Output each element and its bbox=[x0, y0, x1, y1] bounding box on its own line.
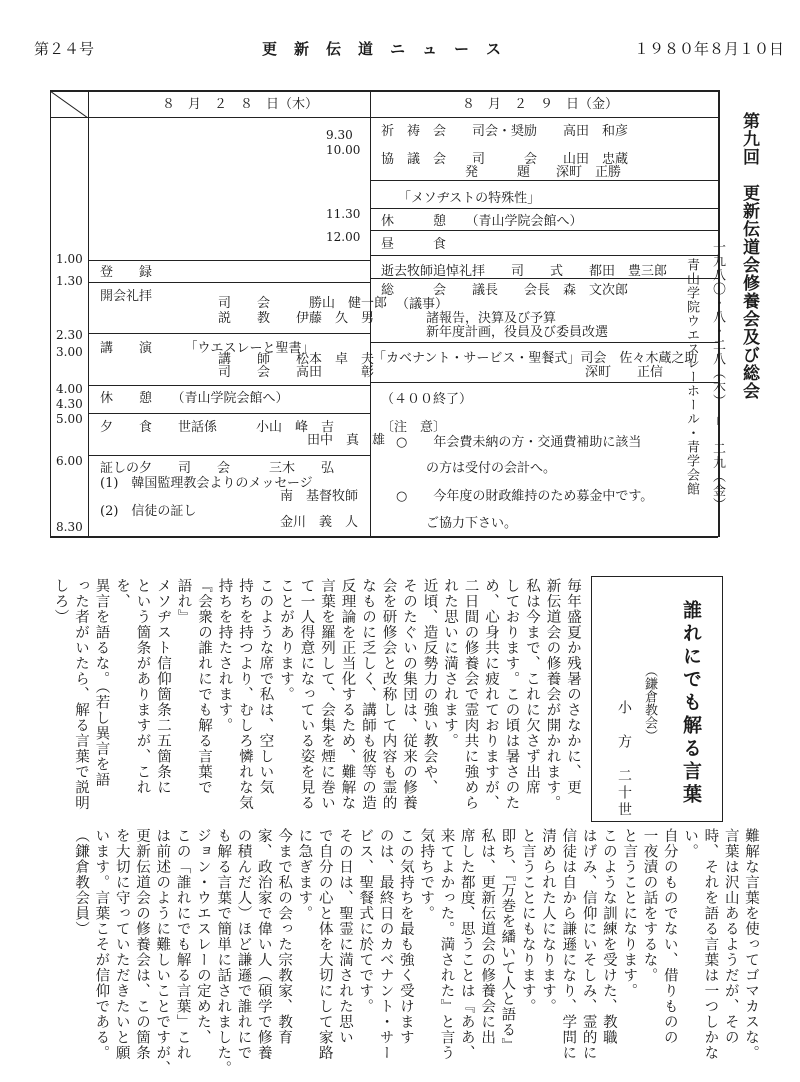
article-line: しております。この頃は暑さのた bbox=[503, 578, 520, 811]
newsletter-title: 更 新 伝 道 ニ ュ ー ス bbox=[262, 40, 503, 58]
day1-entry: 司 会 勝山 健一郎 bbox=[218, 296, 388, 311]
time-label: 5.00 bbox=[56, 412, 83, 426]
day1-entry: 説 教 伊藤 久 男 bbox=[218, 311, 375, 326]
article-line: という箇条がありますが、これ bbox=[134, 578, 151, 795]
day2-entry: ご協力下さい。 bbox=[426, 516, 518, 531]
day2-entry: 昼 食 bbox=[381, 237, 447, 252]
day1-entry: (2) 信徒の証し bbox=[100, 504, 197, 519]
day2-entry: （議事） bbox=[396, 297, 449, 312]
day1-entry: 開会礼拝 bbox=[100, 289, 153, 304]
time-label: 12.00 bbox=[326, 230, 361, 244]
article-line: 来てよかった。満された』と言う bbox=[438, 828, 455, 1061]
article-line: の積んだ人）ほど謙遜で誰れにで bbox=[235, 828, 252, 1061]
day1-entry: 講 師 松本 卓 夫 bbox=[218, 352, 375, 367]
day1-entry: 田中 真 雄 bbox=[307, 433, 386, 448]
article-line: った者がいたら、解る言葉で説明 bbox=[73, 578, 89, 811]
article-line: 言葉を羅列して、会集を煙に巻い bbox=[319, 578, 335, 811]
day2-entry: （４００終了） bbox=[381, 392, 473, 407]
article-line: 今まで私の会った宗教家、教育 bbox=[276, 828, 293, 1045]
time-label: 11.30 bbox=[326, 207, 361, 221]
article-line: ことがあります。 bbox=[278, 578, 294, 702]
day1-entry: 金川 義 人 bbox=[280, 515, 359, 530]
article-line: 反理論を正当化するため、難解な bbox=[339, 578, 356, 811]
article-line: 異言を語るな。（若し異言を語 bbox=[93, 578, 110, 788]
day2-entry: 諸報告，決算及び予算 bbox=[426, 311, 557, 326]
time-label: 2.30 bbox=[56, 328, 83, 342]
time-label: 1.00 bbox=[56, 252, 83, 266]
day2-entry: 〔注 意〕 bbox=[381, 420, 447, 435]
day2-entry: 協 議 会 司 会 山田 忠蔵 bbox=[381, 152, 629, 167]
day2-entry: 新年度計画，役員及び委員改選 bbox=[426, 325, 609, 340]
day2-entry: ○ 年会費未納の方・交通費補助に該当 bbox=[396, 435, 642, 450]
article-line: 家、政治家で偉い人（碩学で修養 bbox=[255, 828, 272, 1061]
day1-entry: 登 録 bbox=[100, 265, 153, 280]
article-line: 語れ』 bbox=[175, 578, 192, 625]
day1-header: ８ 月 ２ ８ 日（木） bbox=[162, 97, 319, 112]
day1-entry: 休 憩 （青山学院会館へ） bbox=[100, 391, 289, 406]
time-label: 4.30 bbox=[56, 397, 83, 411]
article-line: なものに乏しく、講師も彼等の造 bbox=[360, 578, 376, 811]
day1-entry: 講 演 「ウエスレーと聖書」 bbox=[100, 341, 315, 356]
event-dates: 一九八〇・八・二八（木） − 二九（金） bbox=[710, 240, 725, 512]
article-line: も解る言葉で簡単に話されました。 bbox=[215, 828, 232, 1076]
article-line: しろ） bbox=[52, 578, 69, 625]
issue-number: 第２４号 bbox=[34, 40, 95, 58]
event-venue: 青山学院ウエスレーホール・青学会館 bbox=[684, 258, 699, 496]
day2-entry: 「カベナント・サービス・聖餐式」司会 佐々木蔵之助 bbox=[373, 351, 698, 366]
article-line: 清められた人になります。 bbox=[540, 828, 556, 1014]
day1-entry: 南 基督牧師 bbox=[280, 489, 359, 504]
event-title: 第九回 更新伝道会修養会及び総会 bbox=[739, 112, 759, 400]
time-label: 6.00 bbox=[56, 454, 83, 468]
article-line: め、心身共に疲れておりますが、 bbox=[483, 578, 499, 811]
time-label: 9.30 bbox=[326, 128, 353, 142]
article-line: て一人得意になっている姿を見る bbox=[298, 578, 315, 811]
article-line: 会を研修会と改称して内容も霊的 bbox=[380, 578, 397, 811]
article-line: を大切に守っていただきたいと願 bbox=[113, 828, 130, 1061]
day1-entry: 夕 食 世話係 小山 峰 吉 bbox=[100, 420, 335, 435]
day1-entry: 司 会 高田 彰 bbox=[218, 365, 375, 380]
article-line: 持ちを持たされます。 bbox=[216, 578, 233, 733]
article-line: ジョン・ウエスレーの定めた、 bbox=[194, 828, 211, 1045]
time-label: 3.00 bbox=[56, 345, 83, 359]
day2-entry: ○ 今年度の財政維持のため募金中です。 bbox=[396, 489, 654, 504]
time-label: 10.00 bbox=[326, 143, 361, 157]
day2-entry: 発 題 深町 正勝 bbox=[465, 165, 622, 180]
day2-entry: 総 会 議長 会長 森 文次郎 bbox=[381, 283, 629, 298]
article-line: そのたぐいの集団は、従来の修養 bbox=[401, 578, 417, 811]
article-line: 二日間の修養会で霊肉共に強めら bbox=[462, 578, 479, 811]
time-label: 8.30 bbox=[56, 520, 83, 534]
article-line: この気持ちを最も強く受けます bbox=[397, 828, 414, 1045]
day1-entry: 証しの夕 司 会 三木 弘 bbox=[100, 461, 335, 476]
article-line: 近頃、造反勢力の強い教会や、 bbox=[421, 578, 438, 795]
article-line: 時、それを語る言葉は一つしかな bbox=[702, 828, 719, 1061]
issue-date: １９８０年８月１０日 bbox=[634, 40, 785, 58]
article-line: 言葉は沢山あるようだが、その bbox=[722, 828, 739, 1045]
time-label: 1.30 bbox=[56, 274, 83, 288]
article-line: このような訓練を受けた、教職 bbox=[600, 828, 617, 1045]
corner-diagonal bbox=[50, 91, 88, 118]
article-line: 一夜漬の話をするな。 bbox=[641, 828, 658, 983]
article-line: 私は、更新伝道会の修養会に出 bbox=[479, 828, 496, 1045]
article-line: を、 bbox=[114, 578, 130, 609]
article-line: 『会衆の誰れにでも解る言葉で bbox=[196, 578, 212, 795]
article-line: と言うことになります。 bbox=[621, 828, 638, 999]
day1-entry: (1) 韓国監理教会よりのメッセージ bbox=[100, 476, 313, 491]
article-line: で自分の心と体を大切にして家路 bbox=[316, 828, 333, 1061]
article-line: ビス、聖餐式に於てです。 bbox=[357, 828, 374, 1014]
article-line: れた思いに満されます。 bbox=[442, 578, 458, 749]
article-line: （鎌倉教会員） bbox=[73, 828, 90, 937]
day2-header: ８ 月 ２ ９ 日（金） bbox=[462, 97, 619, 112]
day2-entry: の方は受付の会計へ。 bbox=[426, 461, 557, 476]
article-line: 席した都度、思うことは『ああ、 bbox=[458, 828, 475, 1061]
article-line: 毎年盛夏か残暑のさなかに、更 bbox=[565, 578, 581, 795]
day2-entry: 祈 祷 会 司会・奨励 高田 和彦 bbox=[381, 124, 629, 139]
article-line: い。 bbox=[682, 828, 699, 859]
day2-entry: 深町 正信 bbox=[585, 365, 664, 380]
day2-entry: 「メソヂストの特殊性」 bbox=[398, 191, 541, 206]
article-line: います。言葉こそが信仰である。 bbox=[93, 828, 110, 1061]
article-line: その日は、聖霊に満された思い bbox=[337, 828, 353, 1045]
article-line: 持ちを持つより、むしろ憐れな気 bbox=[237, 578, 253, 811]
article-line: 自分のものでない、借りものの bbox=[661, 828, 678, 1045]
article-line: 即ち、『万巻を繙いて人と語る』 bbox=[499, 828, 516, 1054]
article-author: 小 方 二十世 bbox=[616, 700, 632, 819]
day2-entry: 逝去牧師追悼礼拝 司 式 都田 豊三郎 bbox=[381, 264, 668, 279]
article-title: 誰れにでも解る言葉 bbox=[680, 600, 702, 807]
article-line: この「誰れにでも解る言葉」これ bbox=[174, 828, 191, 1061]
article-line: のは、最終日のカベナント・サー bbox=[377, 828, 394, 1061]
article-line: メソヂスト信仰箇条二五箇条に bbox=[155, 578, 171, 795]
article-line: このような席で私は、空しい気 bbox=[257, 578, 274, 795]
article-line: 気持ちです。 bbox=[418, 828, 435, 921]
article-line: と言うことにもなります。 bbox=[519, 828, 536, 1014]
article-line: 更新伝道会の修養会は、この箇条 bbox=[134, 828, 150, 1061]
article-line: は前述のように難しいことですが、 bbox=[154, 828, 171, 1076]
article-line: 新伝道会の修養会が開かれます。 bbox=[544, 578, 561, 811]
day2-entry: 休 憩 （青山学院会館へ） bbox=[381, 214, 583, 229]
article-line: に急ぎます。 bbox=[296, 828, 313, 921]
time-label: 4.00 bbox=[56, 382, 83, 396]
article-line: 信徒は自から謙遜になり、学問に bbox=[560, 828, 577, 1061]
article-line: はげみ、信仰にいそしみ、霊的に bbox=[580, 828, 597, 1061]
article-line: 私は今まで、これに欠さず出席 bbox=[524, 578, 540, 795]
article-line: 難解な言葉を使ってゴマカスな。 bbox=[743, 828, 759, 1061]
article-church: （鎌倉教会） bbox=[642, 664, 657, 742]
